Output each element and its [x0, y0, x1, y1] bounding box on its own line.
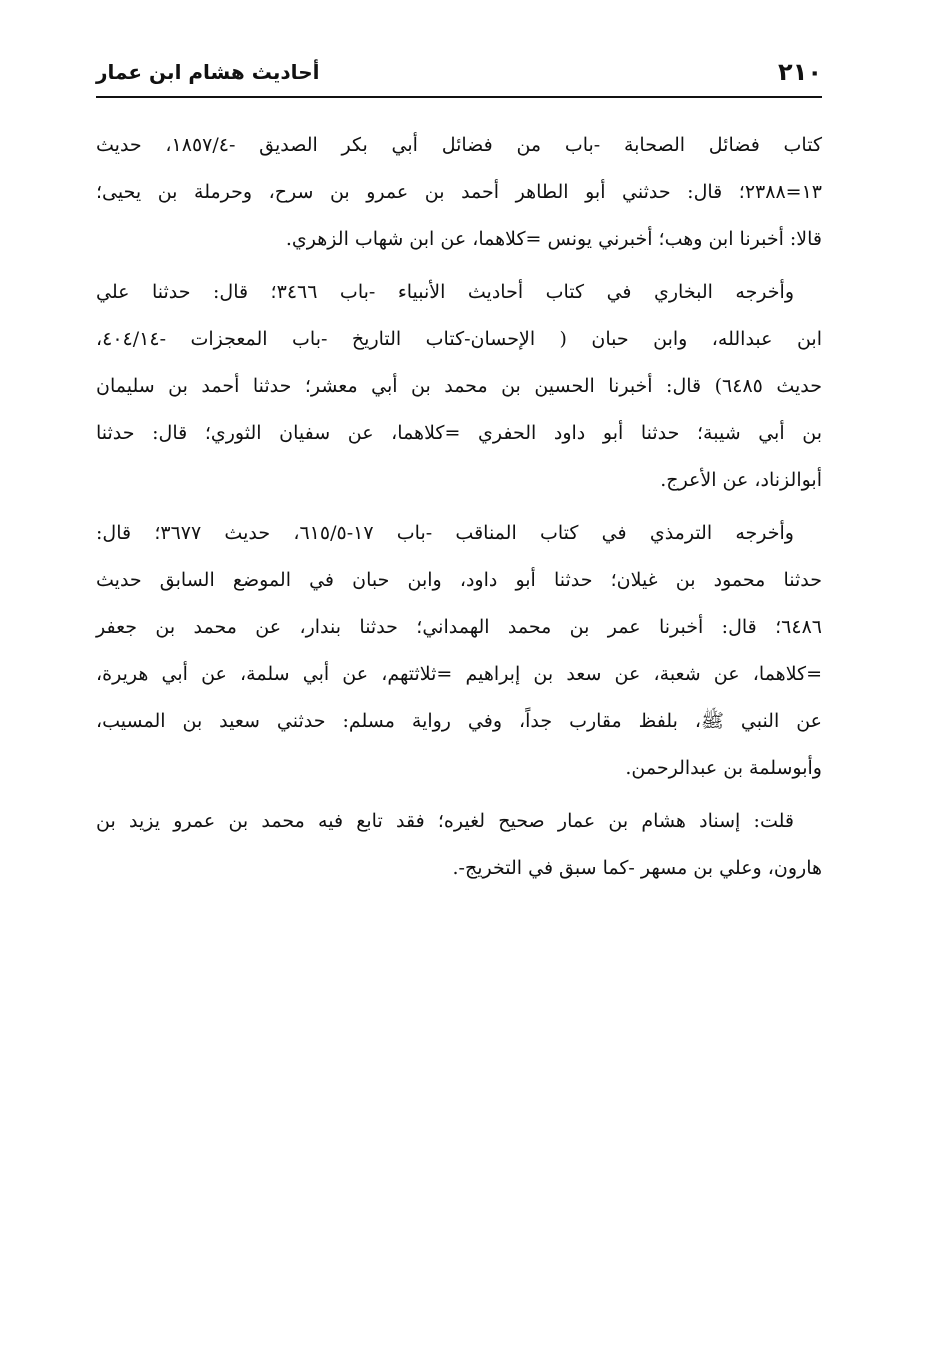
paragraph: [96, 798, 822, 892]
text-line: حديث ٦٤٨٥) قال: أخبرنا الحسين بن محمد بن أبي معشر؛ حدثنا أحمد بن سليمان: [96, 375, 822, 397]
text-line: وأبوسلمة بن عبدالرحمن.: [625, 757, 822, 779]
paragraph: [96, 122, 822, 263]
text-line: حدثنا محمود بن غيلان؛ حدثنا أبو داود، وابن حبان في الموضع السابق حديث: [96, 569, 822, 591]
body-text: [96, 122, 822, 898]
text-line: =كلاهما، عن شعبة، عن سعد بن إبراهيم =ثلاثتهم، عن أبي سلمة، عن أبي هريرة،: [96, 663, 822, 685]
paragraph: [96, 510, 822, 792]
text-line: أبوالزناد، عن الأعرج.: [660, 469, 822, 491]
running-title: أحاديث هشام ابن عمار: [96, 60, 320, 84]
text-line: عن النبي ﷺ، بلفظ مقارب جداً، وفي رواية مسلم: حدثني سعيد بن المسيب،: [96, 710, 822, 732]
text-line: هارون، وعلي بن مسهر -كما سبق في التخريج-.: [452, 857, 822, 879]
text-line: ١٣=٢٣٨٨؛ قال: حدثني أبو الطاهر أحمد بن عمرو بن سرح، وحرملة بن يحيى؛: [96, 181, 822, 203]
text-line: كتاب فضائل الصحابة -باب من فضائل أبي بكر الصديق -١٨٥٧/٤، حديث: [96, 134, 822, 156]
page-header: [96, 54, 822, 98]
text-line: وأخرجه البخاري في كتاب أحاديث الأنبياء -باب ٣٤٦٦؛ قال: حدثنا علي: [96, 281, 794, 303]
paragraph: [96, 269, 822, 504]
text-line: قالا: أخبرنا ابن وهب؛ أخبرني يونس =كلاهما، عن ابن شهاب الزهري.: [285, 228, 822, 250]
text-line: وأخرجه الترمذي في كتاب المناقب -باب ١٧-٦١٥/٥، حديث ٣٦٧٧؛ قال:: [96, 522, 794, 544]
text-line: ٦٤٨٦؛ قال: أخبرنا عمر بن محمد الهمداني؛ حدثنا بندار، عن محمد بن جعفر: [96, 616, 822, 638]
text-line: قلت: إسناد هشام بن عمار صحيح لغيره؛ فقد تابع فيه محمد بن عمرو يزيد بن: [96, 810, 794, 832]
text-line: بن أبي شيبة؛ حدثنا أبو داود الحفري =كلاهما، عن سفيان الثوري؛ قال: حدثنا: [96, 422, 822, 444]
page-number: ٢١٠: [778, 58, 822, 86]
text-line: ابن عبدالله، وابن حبان ( الإحسان-كتاب التاريخ -باب المعجزات -٤٠٤/١٤،: [96, 328, 822, 350]
